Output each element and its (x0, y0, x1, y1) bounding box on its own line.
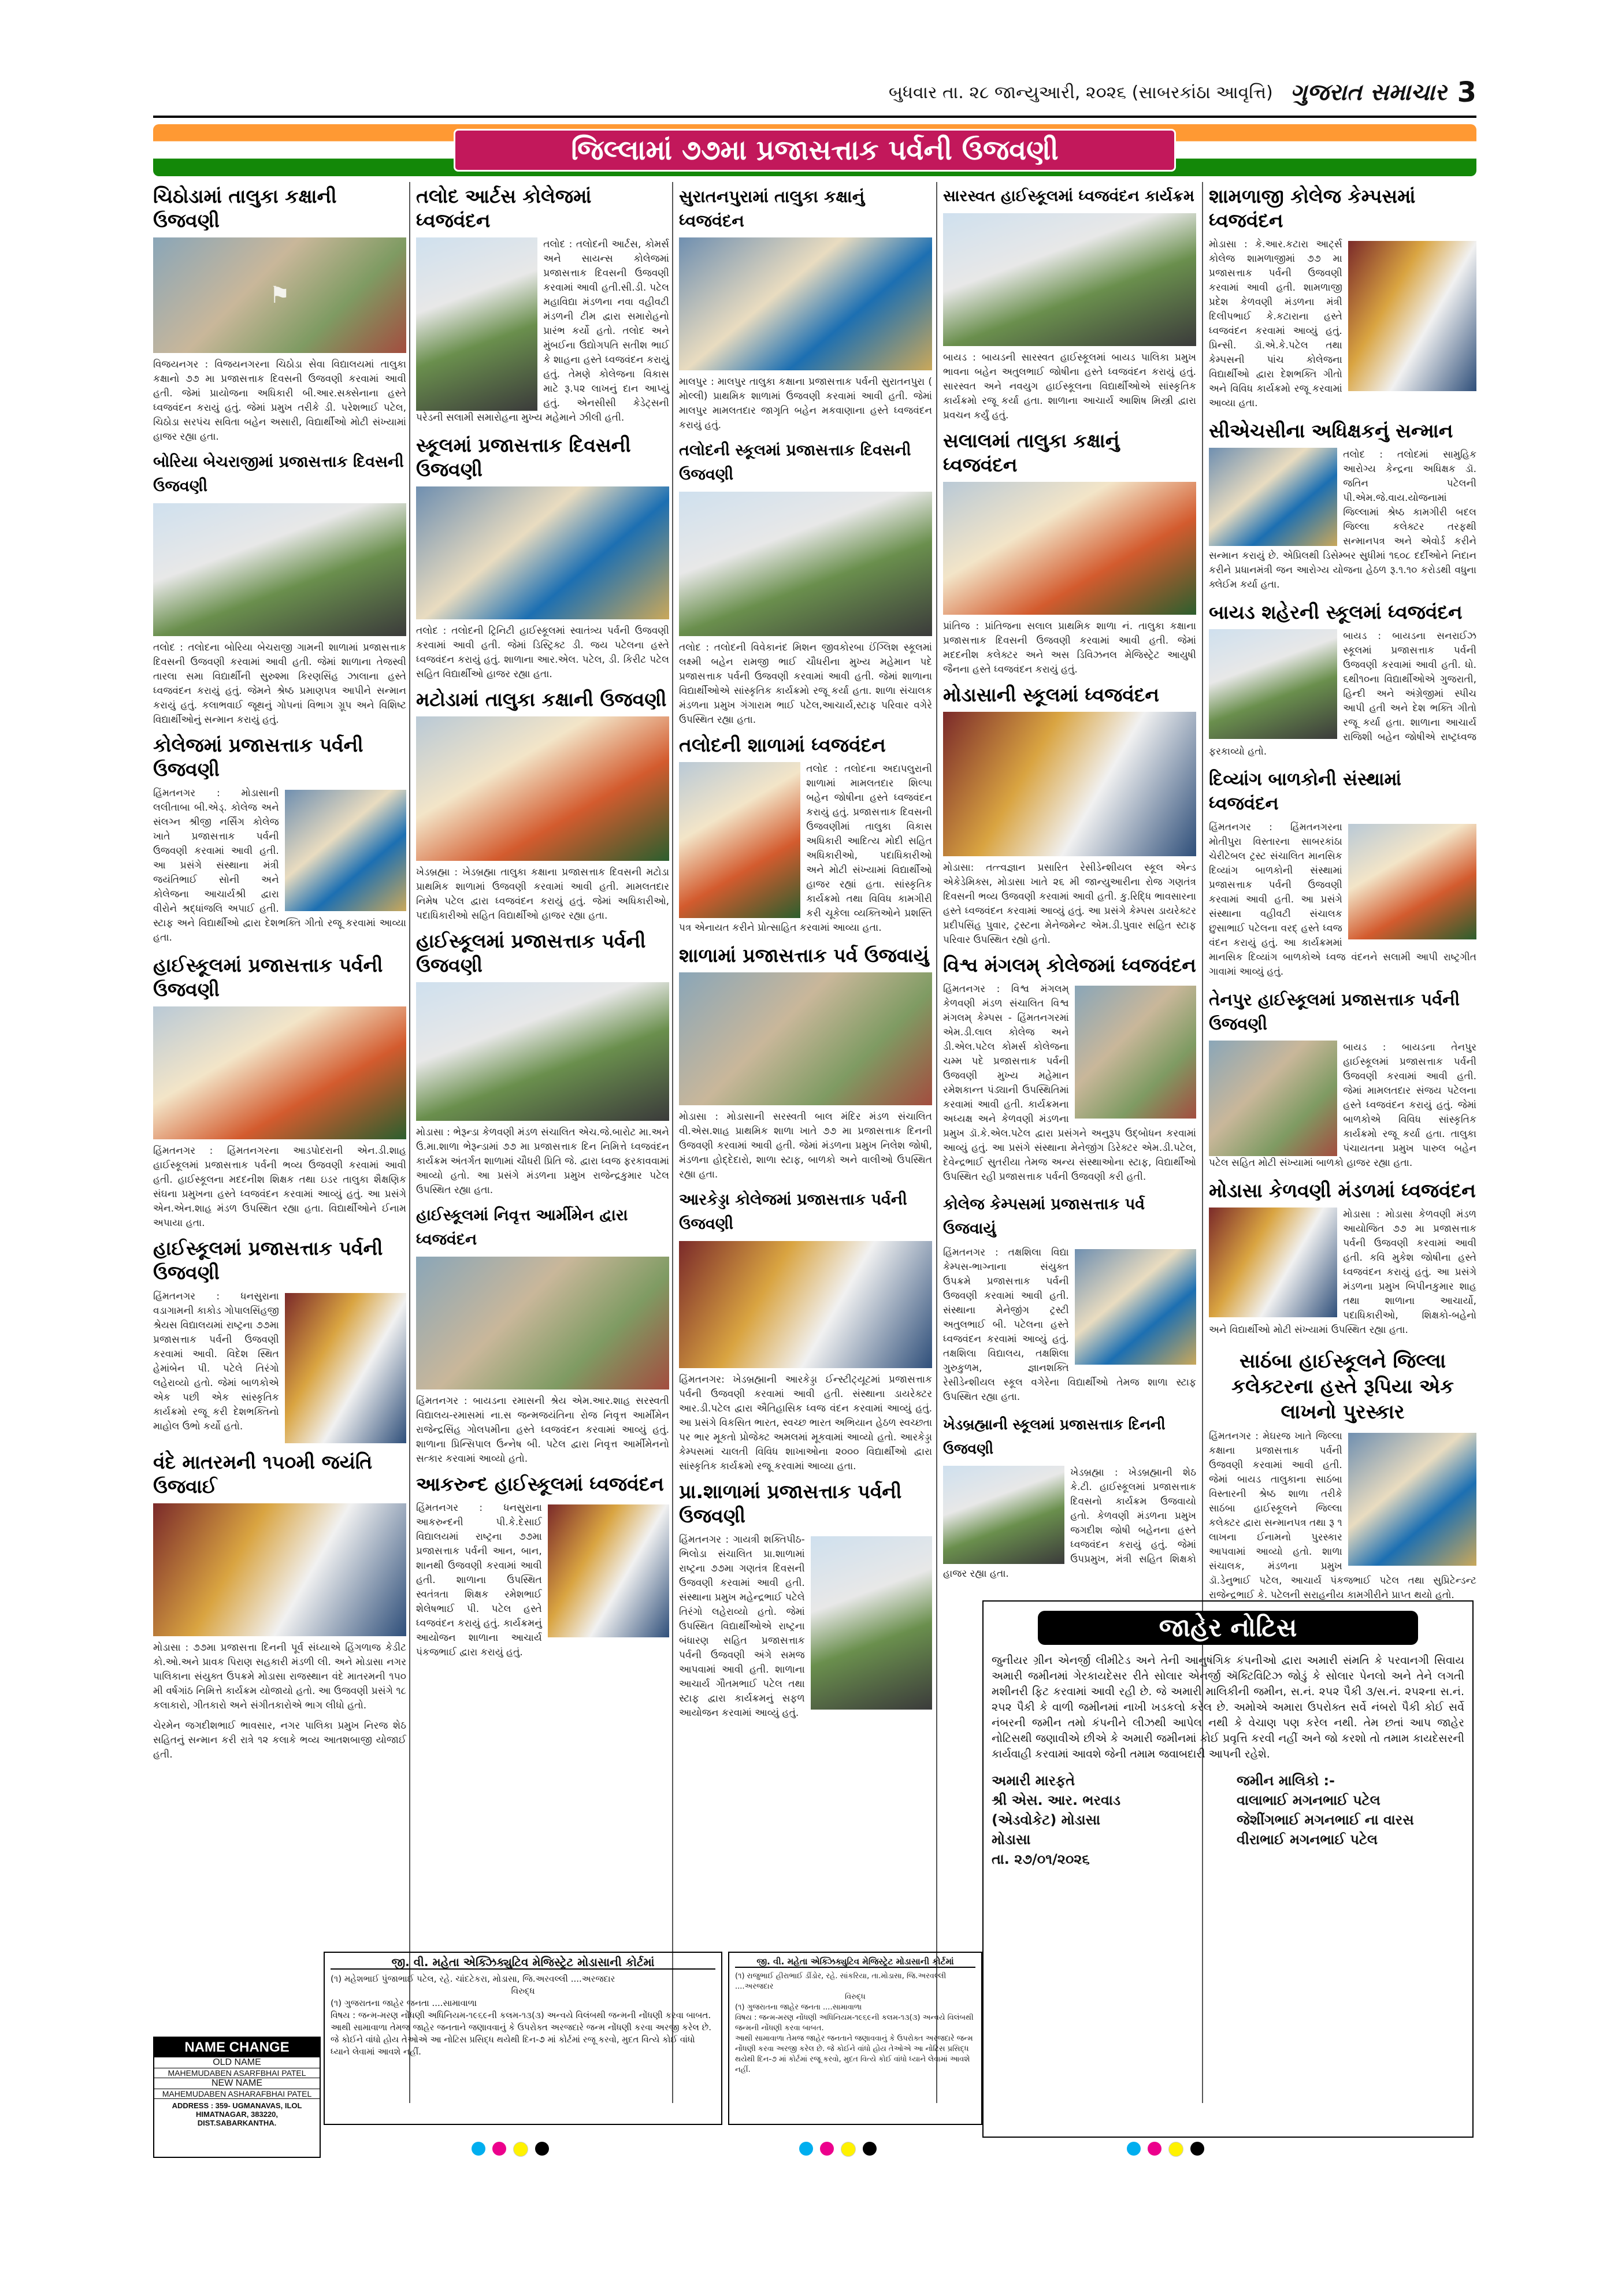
tricolor-banner (153, 124, 1476, 176)
article-body: ખેડબ્રહ્મા : ખેડબ્રહ્માની શેઠ કે.ટી. હાઈસ્કૂલમાં પ્રજાસત્તાક દિવસનો કાર્યક્રમ ઉજવાયો હતો. કેળવણી મંડળના પ્રમુખ જગદીશ જોષી બહેનના હસ્તે ધ્વજવંદન કરાયું હતું. જેમાં ઉપપ્રમુખ, મંત્રી સહિત શિક્ષકો હાજર રહ્યા હતા. (943, 1467, 1196, 1580)
article-photo (943, 712, 1196, 856)
article-photo (416, 237, 537, 411)
court-notice-title: જી. વી. મહેતા એક્ઝિક્યુટિવ મેજિસ્ટ્રેટ મોડાસાની કોર્ટમાં (735, 1956, 975, 1968)
article-headline: તલોદ આર્ટસ કોલેજમાં ધ્વજવંદન (416, 185, 592, 232)
court-line: (૧) રાજુભાઈ હીરાભાઈ ડીંડોર, રહે. સાંકરિયા, તા.મોડાસા, જિ.અરવલ્લી ....અરજદાર (735, 1972, 947, 1991)
article-headline: તેનપુર હાઈસ્કૂલમાં પ્રજાસત્તાક પર્વની ઉજવણી (1209, 990, 1460, 1034)
black-dot (863, 2142, 877, 2156)
article-headline: બાયડ શહેરની સ્કૂલમાં ધ્વજવંદન (1209, 601, 1463, 623)
notice-right-2: જેશીંગભાઈ મગનભાઈ ના વારસ (1237, 1812, 1414, 1828)
column-4 (943, 182, 1196, 1597)
court-line: વિરુદ્ધ (511, 1986, 535, 1996)
article-photo (679, 972, 932, 1105)
newspaper-name: ગુજરાત સમાચાર (1290, 79, 1447, 106)
article-photo (416, 1257, 669, 1390)
court-line: વિષય : જન્મ-મરણ નોંધણી અધિનિયમ-૧૯૬૯ની કલમ-૧૩(૩) અન્વયે વિલંબથી જન્મની નોંધણી કરવા બાબત. (331, 2010, 711, 2020)
article-headline: તલોદની શાળામાં ધ્વજવંદન (679, 734, 886, 756)
notice-left-date: તા. ૨૭/૦૧/૨૦૨૬ (992, 1851, 1090, 1867)
article-headline: તલોદની સ્કૂલમાં પ્રજાસત્તાક દિવસની ઉજવણી (679, 441, 911, 484)
public-notice (982, 1600, 1474, 2138)
notice-body: જુનીયર ગ્રીન એનર્જી લીમીટેડ અને તેની આનુષંગિક કંપનીઓ દ્વારા અમારી સંમતિ કે પરવાનગી સિવાય અમારી જમીનમાં ગેરકાયદેસર રીતે સોલાર એનર્જી ઍક્ટિવિટિઝ જોડું કે સોલાર પેનલો અને તેને લગતી મશીનરી ફિટ કરવામાં આવી રહી છે. જે અમારી માલિકીની જમીન, સ.નં. ૨૫૨ પૈકી ૩/સ.નં. ૨૫૨ના સ.નં. ૨૫૨ પૈકી કે વાળી જમીનમાં નાખી ખડકલો કરેલ છે. અમોએ અમારા ઉપરોક્ત સર્વે નંબરો પૈકી કોઈ સર્વે નંબરની જમીન તમો કંપનીને લીઝથી આપેલ નથી કે વેચાણ પણ કરેલ નથી. તેમ છતાં આપ જાહેર નોટિસથી જણાવીએ છીએ કે અમારી જમીનમાં કોઈ પ્રવૃત્તિ કરવી નહીં અને જો કરશો તો તમામ કાયદેસરની કાર્યવાહી કરવામાં આવશે જેની તમામ જવાબદારી આપની રહેશે. (992, 1654, 1465, 1760)
article-headline: દિવ્યાંગ બાળકોની સંસ્થામાં ધ્વજવંદન (1209, 769, 1402, 814)
article-headline: હાઈસ્કૂલમાં નિવૃત્ત આર્મીમેન દ્વારા ધ્વજવંદન (416, 1206, 628, 1249)
article-headline: હાઈસ્કૂલમાં પ્રજાસત્તાક પર્વની ઉજવણી (153, 954, 383, 1001)
article-body: હિંમતનગર : ધનસુરાના વડાગામની કાકોડ ગોપાલસિંહજી શ્રેયસ વિદ્યાલયમાં રાષ્ટ્રના ૭૭મા પ્રજાસત્તાક પર્વની ઉજવણી કરવામાં આવી. વિદેશ સ્થિત હેમાંબેન પી. પટેલે તિરંગો લહેરાવ્યો હતો. જેમાં બાળકોએ એક પછી એક સાંસ્કૃતિક કાર્યક્રમો રજૂ કરી દેશભક્તિનો માહોલ ઉભો કર્યો હતો. (153, 1291, 279, 1432)
column-1 (153, 182, 406, 2031)
magenta-dot (492, 2142, 506, 2156)
article-body: તલોદ : તલોદની આર્ટસ, કોમર્સ અને સાયન્સ કોલેજમાં પ્રજાસત્તાક દિવસની ઉજવણી કરવામાં આવી હતી.સી.ડી. પટેલ મહાવિદ્યા મંડળના નવા વહીવટી મંડળની ટીમ દ્વારા સમારોહનો પ્રારંભ કર્યો હતો. તલોદ અને મુંબઈના ઉદ્યોગપતિ સતીશ ભાઈ કે શાહના હસ્તે ધ્વજવંદન કરાયું હતું. તેમણે કોલેજના વિકાસ માટે રૂ.૫૨ લાખનું દાન આપ્યું હતું. એનસીસી કેડેટ્સની પરેડની સલામી સમારોહના મુખ્ય મહેમાને ઝીલી હતી. (416, 239, 669, 423)
article-headline: હાઈસ્કૂલમાં પ્રજાસત્તાક પર્વની ઉજવણી (153, 1237, 383, 1284)
article-body: હિંમતનગર : હિંમતનગરના મોતીપુરા વિસ્તારના સાબરકાંઠા ચેરીટેબલ ટ્રસ્ટ સંચાલિત માનસિક દિવ્યાંગ બાળકોની સંસ્થામાં પ્રજાસત્તાક પર્વની ઉજવણી કરવામાં આવી હતી. આ પ્રસંગે સંસ્થાના વહીવટી સંચાલક છુસાભાઈ પટેલના વરદ્ હસ્તે ધ્વજ વંદન કરાયું હતું. આ કાર્યક્રમમાં માનસિક દિવ્યાંગ બાળકોએ ધ્વજ વંદનને સલામી આપી રાષ્ટ્રગીત ગાવામાં આવ્યું હતું. (1209, 822, 1476, 978)
article-photo (153, 503, 406, 636)
article-headline: સારસ્વત હાઈસ્કૂલમાં ધ્વજવંદન કાર્યક્રમ (943, 187, 1194, 205)
article-photo (1209, 629, 1337, 739)
article-photo (1209, 1208, 1337, 1317)
notice-right-label: જમીન માલિકો :- (1237, 1773, 1335, 1789)
notice-left-role: (એડવોકેટ) મોડાસા (992, 1812, 1100, 1828)
notice-left-label: અમારી મારફતે (992, 1773, 1075, 1789)
court-notice-2 (728, 1952, 982, 2125)
article-photo (153, 1006, 406, 1139)
article-headline: સુરાતનપુરામાં તાલુકા કક્ષાનું ધ્વજવંદન (679, 187, 865, 231)
article-photo (679, 762, 800, 918)
article-photo (943, 482, 1196, 615)
article-body: તલોદ : તલોદની ટ્રિનિટી હાઈસ્કૂલમાં સ્વાતંત્ર્ય પર્વની ઉજવણી કરવામાં આવી હતી. જેમાં ડિસ્ટ્રિક્ટ ડી. જય પટેલના હસ્તે ધ્વજવંદન કરાયું હતું. શાળાના આર.એલ. પટેલ, ડી. કિરીટ પટેલ સહિત વિદ્યાર્થીઓ હાજર રહ્યા હતા. (416, 625, 669, 680)
article-headline: હાઈસ્કૂલમાં પ્રજાસત્તાક પર્વની ઉજવણી (416, 930, 646, 976)
color-dots (472, 2142, 549, 2157)
article-headline: કોલેજ કેમ્પસમાં પ્રજાસત્તાક પર્વ ઉજવાયું (943, 1195, 1145, 1238)
cyan-dot (799, 2142, 813, 2156)
court-line: (૧) મહેશભાઈ પુંજાભાઈ પટેલ, રહે. ચાંદટેકરા, મોડાસા, જિ.અરવલ્લી ....અરજદાર (331, 1974, 615, 1984)
article-photo (811, 1536, 932, 1710)
article-headline: બોરિયા બેચરાજીમાં પ્રજાસત્તાક દિવસની ઉજવણી (153, 453, 404, 495)
article-photo (416, 486, 669, 619)
award-story (1209, 1346, 1476, 1601)
article-photo (1075, 986, 1196, 1119)
column-divider (936, 182, 937, 2103)
notice-title: જાહેર નોટિસ (1038, 1611, 1418, 1645)
article-photo (153, 1503, 406, 1636)
article-headline: મોડાસાની સ્કૂલમાં ધ્વજવંદન (943, 683, 1159, 706)
article-body: મોડાસા : મોડાસા કેળવણી મંડળ આયોજિત ૭૭ મા પ્રજાસત્તાક પર્વની ઉજવણી કરવામાં આવી હતી. કવિ મુકેશ જોષીના હસ્તે ધ્વજવંદન કરાયું હતું. આ પ્રસંગે મંડળના પ્રમુખ બિપીનકુમાર શાહ તથા શાળાના આચાર્યો, પદાધિકારીઓ, શિક્ષકો-બહેનો અને વિદ્યાર્થીઓ મોટી સંખ્યામાં ઉપસ્થિત રહ્યા હતા. (1209, 1209, 1476, 1336)
article-headline: સીએચસીના અધિક્ષકનું સન્માન (1209, 419, 1453, 442)
article-photo (943, 1466, 1064, 1564)
black-dot (535, 2142, 549, 2156)
article-headline: શામળાજી કોલેજ કેમ્પસમાં ધ્વજવંદન (1209, 185, 1416, 232)
cyan-dot (472, 2142, 485, 2156)
article-headline: ચિઠોડામાં તાલુકા કક્ષાની ઉજવણી (153, 185, 337, 232)
article-headline: પ્રા.શાળામાં પ્રજાસત્તાક પર્વની ઉજવણી (679, 1480, 902, 1527)
article-body: મોડાસા: તત્ત્વજ્ઞાન પ્રસારિત રેસીડેન્શીયલ સ્કૂલ એન્ડ એકેડેમિક્સ, મોડાસા ખાતે ૨૬ મી જાન્યુઆરીના રોજ ગણતંત્ર દિવસની ભવ્ય ઉજવણી કરવામાં આવી હતી. કુ.રિદ્ધિ ભાવસારના હસ્તે ધ્વજવંદન કરવામાં આવ્યું હતું. આ પ્રસંગે કેમ્પસ ડાયરેક્ટર પ્રદીપસિંહ પુવાર, ટ્રસ્ટના મેનેજમેન્ટ એમ.ડી.પુવાર સહિત સ્ટાફ પરિવાર ઉપસ્થિત રહ્યો હતો. (943, 862, 1196, 946)
new-name-label: NEW NAME (154, 2078, 320, 2089)
article-photo (1075, 1249, 1196, 1365)
article-body: હિંમતનગર : ગાયત્રી શક્તિપીઠ-ભિલોડા સંચાલિત પ્રા.શાળામાં રાષ્ટ્રના ૭૭મા ગણતંત્ર દિવસની ઉજવણી કરવામાં આવી હતી. સંસ્થાના પ્રમુખ મહેન્દ્રભાઈ પટેલે તિરંગો લહેરાવ્યો હતો. જેમાં ઉપસ્થિત વિદ્યાર્થીઓએ રાષ્ટ્રના બંધારણ સહિત પ્રજાસત્તાક પર્વની ઉજવણી અંગે સમજ આપવામાં આવી હતી. શાળાના આચાર્ય ગૌતમભાઈ પટેલ તથા સ્ટાફ દ્વારા કાર્યક્રમનું સફળ આયોજન કરવામાં આવ્યું હતું. (679, 1534, 805, 1719)
yellow-dot (1168, 2142, 1183, 2157)
article-body: હિંમતનગર : તક્ષશિલા વિદ્યા કેમ્પસ-ભાગ્નાના સંયુક્ત ઉપક્રમે પ્રજાસત્તાક પર્વની ઉજવણી કરવામાં આવી હતી. સંસ્થાના મેનેજીંગ ટ્રસ્ટી અતુલભાઈ બી. પટેલના હસ્તે ધ્વજવંદન કરવામાં આવ્યું હતું. તક્ષશિલા વિદ્યાલય, તક્ષશિલા ગુરુકુળમ, જ્ઞાનશક્તિ રેસીડેન્શીયલ સ્કૂલ વગેરેના વિદ્યાર્થીઓ તેમજ શાળા સ્ટાફ ઉપસ્થિત રહ્યા હતા. (943, 1247, 1196, 1403)
article-headline: સ્કૂલમાં પ્રજાસત્તાક દિવસની ઉજવણી (416, 434, 631, 481)
article-headline: સલાલમાં તાલુકા કક્ષાનું ધ્વજવંદન (943, 429, 1120, 476)
article-body: મોડાસા : કે.આર.કટારા આર્ટ્સ કોલેજ શામળાજીમાં ૭૭ મા પ્રજાસત્તાક પર્વની ઉજવણી કરવામાં આવી હતી. શામળાજી પ્રદેશ કેળવણી મંડળના મંત્રી દિલીપભાઈ કે.કટારાના હસ્તે ધ્વજવંદન કરવામાં આવ્યું હતું. પ્રિન્સી. ડૉ.એ.કે.પટેલ તથા કેમ્પસની પાંચ કોલેજના વિદ્યાર્થીઓ દ્વારા દેશભક્તિ ગીતો અને વિવિધ કાર્યક્રમો રજૂ કરવામાં આવ્યા હતા. (1209, 239, 1342, 409)
magenta-dot (820, 2142, 834, 2156)
article-photo (1348, 241, 1476, 391)
issue-date: બુધવાર તા. ૨૮ જાન્યુઆરી, ૨૦૨૬ (સાબરકાંઠા આવૃત્તિ) (888, 82, 1273, 103)
article-body: હિંમતનગર : વિશ્વ મંગલમ્ કેળવણી મંડળ સંચાલિત વિશ્વ મંગલમ્ કેમ્પસ - હિંમતનગરમાં એમ.ડી.લાલ કોલેજ અને ડી.એલ.પટેલ કોમર્સ કોલેજના ચમ્મ પદે પ્રજાસત્તાક પર્વની ઉજવણી મુખ્ય મહેમાન રમેશકાન્ત પંડ્યાની ઉપસ્થિતિમાં કરવામાં આવી હતી. કાર્યક્રમના અધ્યક્ષ અને કેળવણી મંડળના પ્રમુખ ડૉ.કે.એલ.પટેલ દ્વારા પ્રસંગને અનુરૂપ ઉદ્બોધન કરવામાં આવ્યું હતું. આ પ્રસંગે સંસ્થાના મેનેજીંગ ડિરેક્ટર એમ.ડી.પટેલ, દેવેન્દ્રભાઈ સુતરીયા તેમજ અન્ય સંસ્થાઓના સ્ટાફ, વિદ્યાર્થીઓ ઉપસ્થિત રહી પ્રજાસત્તાક પર્વની ઉજવણી કરી હતી. (943, 983, 1196, 1183)
article-body: હિંમતનગર : હિંમતનગરના આડપોદરાની એન.ડી.શાહ હાઈસ્કૂલમાં પ્રજાસત્તાક પર્વની ભવ્ય ઉજવણી કરવામાં આવી હતી. હાઈસ્કૂલના મદદનીશ શિક્ષક તથા ઇડર તાલુકા શૈક્ષણિક સંઘના પ્રમુખના હસ્તે ધ્વજવંદન કરવામાં આવ્યું હતું. આ પ્રસંગે એન.એન.શાહ મંડળ ઉપસ્થિત રહ્યા હતા. વિદ્યાર્થીઓને ઈનામ અપાયા હતા. (153, 1145, 406, 1229)
article-body: હિંમતનગર : મેઘરજ ખાતે જિલ્લા કક્ષાના પ્રજાસત્તાક પર્વની ઉજવણી કરવામાં આવી હતી. જેમાં બાયડ તાલુકાના સાઠંબા વિસ્તારની શ્રેષ્ઠ શાળા તરીકે સાઠંબા હાઈસ્કૂલને જિલ્લા કલેક્ટર દ્વારા સન્માનપત્ર તથા રૂ ૧ લાખના ઈનામનો પુરસ્કાર આપવામાં આવ્યો હતો. શાળા સંચાલક, મંડળના પ્રમુખ ડૉ.ડેનુભાઈ પટેલ, આચાર્ય પંકજભાઈ પટેલ તથા સુપ્રિટેન્ડન્ટ રાજેન્દ્રભાઈ કે. પટેલની સરાહનીય કામગીરીને પ્રાપ્ત થયો હતો. (1209, 1431, 1476, 1601)
article-photo (1348, 1433, 1476, 1566)
article-body: બાયડ : બાયડના સનરાઈઝ સ્કૂલમાં પ્રજાસત્તાક પર્વની ઉજવણી કરવામાં આવી હતી. ધો. ૬થી૧૦ના વિદ્યાર્થીઓએ ગુજરાતી, હિન્દી અને અંગ્રેજીમાં સ્પીચ આપી હતી અને દેશ ભક્તિ ગીતો રજૂ કર્યા હતા. શાળાના આચાર્ય રાજિશી બહેન જોષીએ રાષ્ટ્રધ્વજ ફરકાવ્યો હતો. (1209, 630, 1476, 757)
name-change-ad (153, 2037, 321, 2158)
article-body: તલોદ : તલોદમાં સામુહિક આરોગ્ય કેન્દ્રના અધિક્ષક ડૉ. જતિન પટેલની પી.એમ.જે.વાય.યોજનામાં જિલ્લામાં શ્રેષ્ઠ કામગીરી બદલ જિલ્લા કલેક્ટર તરફથી સન્માનપત્ર અને એવોર્ડ કરીને સન્માન કરાયું છે. એપ્રિલથી ડિસેમ્બર સુધીમાં ૧૬૦૮ દર્દીઓને નિદાન કરીને પ્રધાનમંત્રી જન આરોગ્ય યોજના હેઠળ રૂ.૧.૧૦ કરોડથી વધુના ક્લેઈમ કર્યા હતા. (1209, 449, 1476, 590)
article-body: મોડાસા : ૭૭મા પ્રજાસત્તા દિનની પૂર્વ સંધ્યાએ હિંગળાજ કેડીટ કો.ઓ.અને પ્રાવક પિરાણ સહકારી મંડળી લી. અને મોડાસા નગર પાલિકાના સંયુક્ત ઉપક્રમે મોડાસા રાજસ્થાન વંદે માતરમની ૧૫૦ મી વર્ષગાંઠ નિમિત્તે કાર્યક્રમ યોજાયો હતો. આ ઉજવણી પ્રસંગે ૧૮ કલાકારો, ગીતકારો અને સંગીતકારોએ ભાગ લીધો હતો. (153, 1642, 406, 1711)
article-photo (285, 1293, 406, 1443)
article-body: પ્રાંતિજ : પ્રાંતિજના સલાલ પ્રાથમિક શાળા નં. તાલુકા કક્ષાના પ્રજાસત્તાક દિવસની ઉજવણી કરવામાં આવી હતી. જેમાં મદદનીશ કલેક્ટર અને અસ ડિવિઝનલ મેજિસ્ટ્રેટ આયુષી જૈનના હસ્તે ધ્વજવંદન કરાયું હતું. (943, 621, 1196, 675)
court-notice-title: જી. વી. મહેતા એક્ઝિક્યુટિવ મેજિસ્ટ્રેટ મોડાસાની કોર્ટમાં (331, 1956, 715, 1970)
article-body: હિંમતનગર : બાયડના રમાસની શ્રેય એમ.આર.શાહ સરસ્વતી વિદ્યાલય-રમાસમાં ના.સ જન્મજયંતિના રોજ નિવૃત્ત આર્મીમેન રાજેન્દ્રસિંહ ગોલપમીના હસ્તે ધ્વજવંદન કરવામાં આવ્યું હતું. શાળાના પ્રિન્સિપાલ ઉન્નેષ બી. પટેલ દ્વારા નિવૃત્ત આર્મીમેનનો સત્કાર કરવામાં આવ્યો હતો. (416, 1395, 669, 1465)
column-3 (679, 182, 932, 1944)
article-body: મોડાસા : મોડાસાની સરસ્વતી બાલ મંદિર મંડળ સંચાલિત વી.એસ.શાહ પ્રાથમિક શાળા ખાતે ૭૭ મા પ્રજાસત્તાક દિનની ઉજવણી કરવામાં આવી હતી. જેમાં મંડળના પ્રમુખ નિલેશ જોષી, મંડળના હોદ્દેદારો, શાળા સ્ટાફ, બાળકો અને વાલીઓ ઉપસ્થિત રહ્યા હતા. (679, 1111, 932, 1180)
article-photo (416, 982, 669, 1121)
article-headline: વંદે માતરમની ૧૫૦મી જયંતિ ઉજવાઈ (153, 1451, 373, 1498)
article-photo (1348, 824, 1476, 939)
page-header (153, 69, 1476, 118)
article-headline: મટોડામાં તાલુકા કક્ષાની ઉજવણી (416, 688, 667, 711)
yellow-dot (841, 2142, 856, 2157)
article-photo (1209, 448, 1337, 546)
article-photo (679, 492, 932, 636)
article-headline: ખેડબ્રહ્માની સ્કૂલમાં પ્રજાસત્તાક દિનની ઉજવણી (943, 1416, 1166, 1457)
address: ADDRESS : 359- UGMANAVAS, ILOL HIMATNAGAR, 383220, DIST.SABARKANTHA. (172, 2101, 302, 2127)
article-headline: વિશ્વ મંગલમ્ કોલેજમાં ધ્વજવંદન (943, 954, 1196, 976)
column-divider (409, 182, 410, 2103)
notice-left-name: શ્રી એસ. આર. ભરવાડ (992, 1792, 1121, 1808)
article-body: હિંમતનગર : મોડાસાની લલીતાબા બી.એડ્. કોલેજ અને સંલગ્ન શ્રીજી નર્સિંગ કોલેજ ખાતે પ્રજાસત્તાક પર્વની ઉજવણી કરવામાં આવી હતી. આ પ્રસંગે સંસ્થાના મંત્રી જયંતિભાઈ સોની અને કોલેજના આચાર્યશ્રી દ્વારા વીરોને શ્રદ્ધાંજલિ અપાઈ હતી. સ્ટાફ અને વિદ્યાર્થીઓ દ્વારા દેશભક્તિ ગીતો રજૂ કરવામાં આવ્યા હતા. (153, 787, 406, 943)
cyan-dot (1127, 2142, 1141, 2156)
color-dots (1127, 2142, 1204, 2157)
old-name-label: OLD NAME (154, 2057, 320, 2068)
article-photo (679, 1241, 932, 1368)
court-line: વિષય : જન્મ-મરણ નોંધણી અધિનિયમ-૧૯૬૯ની કલમ-૧૩(૩) અન્વયે વિલંબથી જન્મની નોંધણી કરવા બાબત. (735, 2013, 974, 2033)
court-line: વિરુદ્ધ (845, 1993, 866, 2001)
color-dots (799, 2142, 877, 2157)
notice-left-place: મોડાસા (992, 1831, 1031, 1848)
article-body: મોડાસા : ભેરૂન્ડા કેળવણી મંડળ સંચાલિત એચ.જે.બારોટ મા.અને ઉ.મા.શાળા ભેરૂન્ડામાં ૭૭ મા પ્રજાસત્તાક દિન નિમિત્તે ધ્વજવંદન કાર્યક્રમ અંતર્ગત શાળામાં ચૌધરી પ્રિતિ જે. દ્વારા ધ્વજ ફરકાવવામાં આવ્યો હતો. આ પ્રસંગે મંડળના પ્રમુખ રાજેન્દ્રકુમાર પટેલ ઉપસ્થિત રહ્યા હતા. (416, 1127, 669, 1196)
new-name: MAHEMUDABEN ASHARAFBHAI PATEL (154, 2089, 320, 2099)
article-body: તલોદ : તલોદના અદાપલુરાની શાળામાં મામલતદાર શિલ્પા બહેન જોષીના હસ્તે ધ્વજવંદન કરાયું હતું. પ્રજાસત્તાક દિવસની ઉજવણીમાં તાલુકા વિકાસ અધિકારી આદિત્ય મોદી સહિત અધિકારીઓ, પદાધિકારીઓ અને મોટી સંખ્યામાં વિદ્યાર્થીઓ હાજર રહ્યાં હતા. સાંસ્કૃતિક કાર્યક્રમો તથા વિવિધ કામગીરી કરી ચૂકેલા વ્યક્તિઓને પ્રશસ્તિ પત્ર એનાયત કરીને પ્રોત્સાહિત કરવામાં આવ્યા હતા. (679, 763, 932, 934)
article-body: તલોદ : તલોદની વિવેકાનંદ મિશન જીવકોરબા ઈંગ્લિશ સ્કૂલમાં લક્ષ્મી બહેન રામજી ભાઈ ચૌધરીના મુખ્ય મહેમાન પદે પ્રજાસત્તાક પર્વની ઉજવણી કરવામાં આવી હતી. જેમાં શાળાના વિદ્યાર્થીઓએ સાંસ્કૃતિક કાર્યક્રમો રજૂ કર્યા હતા. શાળા સંચાલક મંડળના પ્રમુખ ગંગારામ ભાઈ પટેલ,આચાર્ય,સ્ટાફ પરિવાર વગેરે ઉપસ્થિત રહ્યા હતા. (679, 642, 932, 726)
notice-right-3: વીરાભાઈ મગનભાઈ પટેલ (1237, 1831, 1378, 1848)
article-headline: આકરુન્દ હાઈસ્કૂલમાં ધ્વજવંદન (416, 1473, 664, 1495)
notice-right-1: વાલાભાઈ મગનભાઈ પટેલ (1237, 1792, 1381, 1808)
magenta-dot (1148, 2142, 1161, 2156)
article-photo (943, 213, 1196, 346)
article-headline: સાઠંબા હાઈસ્કૂલને જિલ્લા કલેક્ટરના હસ્તે રૂપિયા એક લાખનો પુરસ્કાર (1231, 1350, 1454, 1424)
column-2 (416, 182, 669, 1944)
article-body: બાયડ : બાયડની સારસ્વત હાઈસ્કૂલમાં બાયડ પાલિકા પ્રમુખ ભાવના બહેન અતુલભાઈ જોષીના હસ્તે ધ્વજવંદન કરાયું હતું. સારસ્વત અને નવયુગ હાઈસ્કૂલના વિદ્યાર્થીઓએ સાંસ્કૃતિક કાર્યક્રમો રજૂ કર્યા હતા. શાળાના આચાર્ય આશિષ મિસ્ત્રી દ્વારા પ્રવચન કર્યું હતું. (943, 352, 1196, 421)
article-photo (416, 716, 669, 861)
court-line: આથી સામાવાળા તેમજ જાહેર જનતાને જણાવવાનું કે ઉપરોક્ત અરજદારે જન્મ નોંધણી કરવા અરજી કરેલ છે. જે કોઈને વાંધો હોય તેઓએ આ નોટિસ પ્રસિદ્ધ થયેથી દિન-૭ માં કોર્ટમાં રજૂ કરવો, મુદત વિત્યે કોઈ વાંધો ધ્યાને લેવામાં આવશે નહીં. (735, 2034, 973, 2074)
name-change-title: NAME CHANGE (154, 2038, 320, 2057)
court-line: આથી સામાવાળા તેમજ જાહેર જનતાને જણાવવાનું કે ઉપરોક્ત અરજદારે જન્મ નોંધણી કરવા અરજી કરેલ છે. જે કોઈને વાંધો હોય તેઓએ આ નોટિસ પ્રસિદ્ધ થયેથી દિન-૭ માં કોર્ટમાં રજૂ કરવો, મુદત વિત્યે કોઈ વાંધો ધ્યાને લેવામાં આવશે નહીં. (331, 2022, 711, 2057)
article-photo (548, 1504, 669, 1637)
article-body: હિંમતનગર: ખેડબ્રહ્માની આરકેડ્ડા ઈન્સ્ટીટ્યૂટમાં પ્રજાસત્તાક પર્વની ઉજવણી કરવામાં આવી હતી. સંસ્થાના ડાયરેક્ટર આર.ડી.પટેલ દ્વારા ઐતિહાસિક ધ્વજ વંદન કરવામાં આવ્યું હતું. આ પ્રસંગે વિકસિત ભારત, સ્વચ્છ ભારત અભિયાન હેઠળ સ્વચ્છતા પર ભાર મૂકતો પ્રોજેક્ટ અમલમાં મૂકવામાં આવ્યો હતો. આરકેડ્ડા કેમ્પસમાં ચાલતી વિવિધ શાખાઓના ૨૦૦૦ વિદ્યાર્થીઓ દ્વારા સાંસ્કૃતિક કાર્યક્રમો રજૂ કરવામાં આવ્યા હતા. (679, 1374, 932, 1472)
article-headline: આરકેડ્ડા કોલેજમાં પ્રજાસત્તાક પર્વની ઉજવણી (679, 1191, 907, 1233)
old-name: MAHEMUDABEN ASARFBHAI PATEL (154, 2068, 320, 2078)
article-photo (285, 790, 406, 911)
court-notice-1 (324, 1952, 722, 2125)
article-photo (679, 237, 932, 370)
article-body: માલપુર : માલપુર તાલુકા કક્ષાના પ્રજાસત્તાક પર્વની સુરાતનપુરા ( મોલ્લી) પ્રાથમિક શાળામાં ઉજવણી કરવામાં આવી હતી. જેમાં માલપુર મામલતદાર જાગૃતિ બહેન મકવાણાના હસ્તે ધ્વજવંદન કરાયું હતું. (679, 376, 932, 431)
yellow-dot (513, 2142, 528, 2157)
article-body: તલોદ : તલોદના બોરિયા બેચરાજી ગામની શાળામાં પ્રજાસત્તાક દિવસની ઉજવણી કરવામાં આવી હતી. જેમાં શાળાના તેજસ્વી તારલા સમા વિદ્યાર્થીની સુરુશ્મા કિરણસિંહ ઝાલાના હસ્તે ધ્વજવંદન કરાયું હતું. જેમને શ્રેષ્ઠ પ્રમાણપત્ર આપીને સન્માન કરાયું હતું. કલાભવાઈ જૂથનું ગોપનાં વિભાગ ગ્રૂપ અને વિશિષ્ટ વિદ્યાર્થીઓનું સન્માન કરાયું હતું. (153, 642, 406, 726)
article-headline: શાળામાં પ્રજાસત્તાક પર્વ ઉજવાયું (679, 944, 929, 967)
court-line: (૧) ગુજરાતના જાહેર જનતા ....સામાવાળા (331, 1998, 477, 2008)
article-headline: મોડાસા કેળવણી મંડળમાં ધ્વજવંદન (1209, 1179, 1476, 1202)
article-headline: કોલેજમાં પ્રજાસત્તાક પર્વની ઉજવણી (153, 734, 363, 781)
column-divider (672, 182, 673, 2103)
page-number: 3 (1457, 76, 1476, 109)
article-body: ખેડબ્રહ્મા : ખેડબ્રહ્મા તાલુકા કક્ષાના પ્રજાસત્તાક દિવસની મટોડા પ્રાથમિક શાળામાં ઉજવણી કરવામાં આવી હતી. મામલતદાર નિમેષ પટેલ દ્વારા ધ્વજવંદન કરાયું હતું. જેમાં અધિકારીઓ, પદાધિકારીઓ સહિત વિદ્યાર્થીઓ હાજર રહ્યા હતા. (416, 867, 669, 922)
article-body: વિજયનગર : વિજયનગરના ચિઠોડા સેવા વિદ્યાલયમાં તાલુકા કક્ષાનો ૭૭ મા પ્રજાસત્તાક દિવસની ઉજવણી કરવામાં આવી હતી. જેમાં પ્રાયોજના અધિકારી બી.આર.સક્સેનાના હસ્તે ધ્વજવંદન કરાયું હતું. જેમાં પ્રમુખ તરીકે ડી. પરેશભાઈ પટેલ, ચિઠોડા સરપંચ સવિતા બહેન અસારી, વિદ્યાર્થીઓ મોટી સંખ્યામાં હાજર રહ્યા હતા. (153, 359, 406, 443)
article-photo (1209, 1041, 1337, 1156)
banner-title: જિલ્લામાં ૭૭મા પ્રજાસત્તાક પર્વની ઉજવણી (454, 129, 1176, 172)
court-line: (૧) ગુજરાતના જાહેર જનતા ....સામાવાળા (735, 2003, 862, 2012)
black-dot (1190, 2142, 1204, 2156)
article-body: હિંમતનગર : ધનસુરાના આકરુન્દની પી.કે.દેસાઈ વિદ્યાલયમાં રાષ્ટ્રના ૭૭મા પ્રજાસત્તાક પર્વની આન, બાન, શાનથી ઉજવણી કરવામાં આવી હતી. શાળાના ઉપસ્થિત સ્વતંત્રતા શિક્ષક રમેશભાઈ શેલેષભાઈ પી. પટેલ હસ્તે ધ્વજવંદન કરાયું હતું. કાર્યક્રમનું આયોજન શાળાના આચાર્ય પંકજભાઈ દ્વારા કરાયું હતું. (416, 1502, 542, 1658)
flag-icon: ⚑ (269, 282, 290, 309)
article-body: બાયડ : બાયડના તેનપુર હાઈસ્કૂલમાં પ્રજાસત્તાક પર્વની ઉજવણી કરવામાં આવી હતી. જેમાં મામલતદાર સંજય પટેલના હસ્તે ધ્વજવંદન કરાયું હતું. જેમાં બાળકોએ વિવિધ સાંસ્કૃતિક કાર્યક્રમો રજૂ કર્યા હતા. તાલુકા પંચાયતના પ્રમુખ પારુલ બહેન પટેલ સહિત મોટી સંખ્યામાં બાળકો હાજર રહ્યા હતા. (1209, 1042, 1476, 1169)
article-body: ચેરમેન જગદીશભાઈ ભાવસાર, નગર પાલિકા પ્રમુખ નિરજ શેઠ સહિતનું સન્માન કરી રાત્રે ૧૨ કલાકે ભવ્ય આતશબાજી યોજાઈ હતી. (153, 1720, 406, 1760)
notice-signatures (992, 1773, 1464, 1867)
article-photo (153, 237, 406, 353)
print-registration-marks (347, 2138, 1329, 2161)
